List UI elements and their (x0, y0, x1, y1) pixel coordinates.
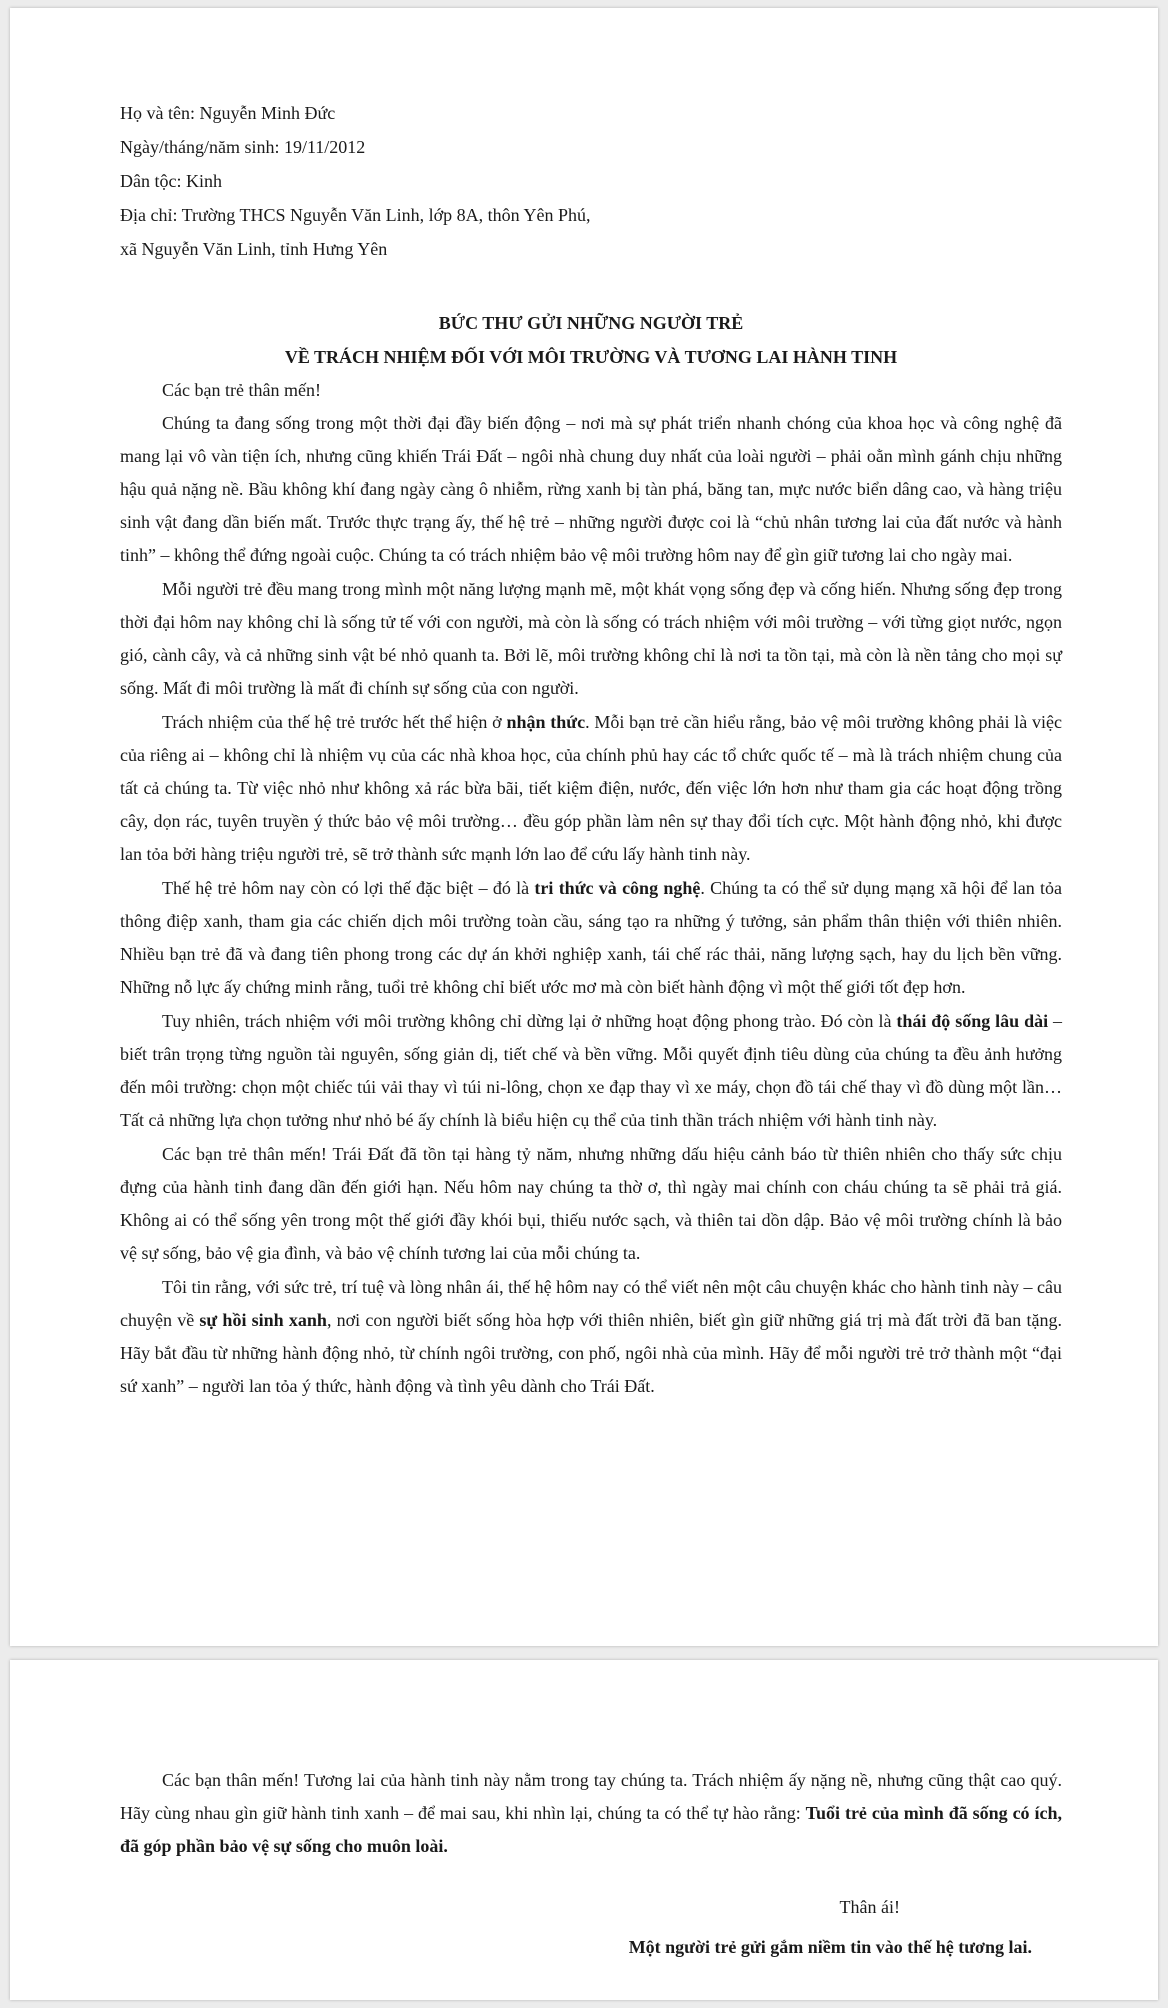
title-line-2: VỀ TRÁCH NHIỆM ĐỐI VỚI MÔI TRƯỜNG VÀ TƯƠNG LAI HÀNH TINH (284, 347, 898, 367)
letter-page-2 (10, 1660, 1158, 2000)
sender-address-line1: Địa chỉ: Trường THCS Nguyễn Văn Linh, lớp 8A, thôn Yên Phú, (120, 205, 591, 225)
paragraph-5-emphasis: thái độ sống lâu dài (896, 1011, 1049, 1031)
paragraph-1: Chúng ta đang sống trong một thời đại đầy biến động – nơi mà sự phát triển nhanh chóng của khoa học và công nghệ đã mang lại vô vàn tiện ích, nhưng cũng khiến Trái Đất – ngôi nhà chung duy nhất của loài người – phải oằn mình gánh chịu những hậu quả nặng nề. Bầu không khí đang ngày càng ô nhiễm, rừng xanh bị tàn phá, băng tan, mực nước biển dâng cao, và hàng triệu sinh vật đang dần biến mất. Trước thực trạng ấy, thế hệ trẻ – những người được coi là “chủ nhân tương lai của đất nước và hành tinh” – không thể đứng ngoài cuộc. Chúng ta có trách nhiệm bảo vệ môi trường hôm nay để gìn giữ tương lai cho ngày mai. (120, 413, 1062, 565)
paragraph-7-text-c: , nơi con người biết sống hòa hợp với thiên nhiên, biết gìn giữ những giá trị mà đất trời đã ban tặng. Hãy bắt đầu từ những hành động nhỏ, từ chính ngôi trường, con phố, ngôi nhà của mình. Hãy để mỗi người trẻ trở thành một “đại sứ xanh” – người lan tỏa ý thức, hành động và tình yêu dành cho Trái Đất. (120, 1310, 1062, 1396)
sender-name: Họ và tên: Nguyễn Minh Đức (120, 103, 336, 123)
paragraph-3-emphasis: nhận thức (506, 712, 586, 732)
paragraph-8 (120, 1764, 1062, 1863)
paragraph-4-text-a: Thế hệ trẻ hôm nay còn có lợi thế đặc biệt – đó là (162, 878, 535, 898)
paragraph-8-text-a: Các bạn thân mến! Tương lai của hành tinh này nằm trong tay chúng ta. Trách nhiệm ấy nặng nề, nhưng cũng thật cao quý. Hãy cùng nhau gìn giữ hành tinh xanh – để mai sau, khi nhìn lại, chúng ta có thể tự hào rằng: (120, 1770, 1062, 1823)
greeting: Các bạn trẻ thân mến! (162, 380, 321, 400)
paragraph-3-text-c: . Mỗi bạn trẻ cần hiểu rằng, bảo vệ môi trường không phải là việc của riêng ai – không chỉ là nhiệm vụ của các nhà khoa học, của chính phủ hay các tổ chức quốc tế – mà là trách nhiệm chung của tất cả chúng ta. Từ việc nhỏ như không xả rác bừa bãi, tiết kiệm điện, nước, đến việc lớn hơn như tham gia các hoạt động trồng cây, dọn rác, tuyên truyền ý thức bảo vệ môi trường… đều góp phần làm nên sự thay đổi tích cực. Một hành động nhỏ, khi được lan tỏa bởi hàng triệu người trẻ, sẽ trở thành sức mạnh lớn lao để cứu lấy hành tinh này. (120, 712, 1062, 864)
paragraph-5 (120, 1005, 1062, 1137)
sender-dob: Ngày/tháng/năm sinh: 19/11/2012 (120, 137, 366, 157)
sender-ethnicity: Dân tộc: Kinh (120, 171, 222, 191)
closing-line-2: Một người trẻ gửi gắm niềm tin vào thế hệ tương lai. (628, 1937, 1032, 1957)
sender-address-line2: xã Nguyễn Văn Linh, tỉnh Hưng Yên (120, 239, 388, 259)
paragraph-4-text-c: . Chúng ta có thể sử dụng mạng xã hội để lan tỏa thông điệp xanh, tham gia các chiến dịch môi trường toàn cầu, sáng tạo ra những ý tưởng, sản phẩm thân thiện với thiên nhiên. Nhiều bạn trẻ đã và đang tiên phong trong các dự án khởi nghiệp xanh, tái chế rác thải, năng lượng sạch, hay du lịch bền vững. Những nỗ lực ấy chứng minh rằng, tuổi trẻ không chỉ biết ước mơ mà còn biết hành động vì một thế giới tốt đẹp hơn. (120, 878, 1063, 997)
paragraph-3 (120, 706, 1062, 871)
paragraph-7-emphasis: sự hồi sinh xanh (199, 1310, 327, 1330)
paragraph-8-emphasis: Tuổi trẻ của mình đã sống có ích, đã góp phần bảo vệ sự sống cho muôn loài. (120, 1803, 1062, 1856)
letter-title (120, 306, 1062, 374)
paragraph-5-text-c: – biết trân trọng từng nguồn tài nguyên, sống giản dị, tiết chế và bền vững. Mỗi quyết định tiêu dùng của chúng ta đều ảnh hưởng đến môi trường: chọn một chiếc túi vải thay vì túi ni-lông, chọn xe đạp thay vì xe máy, chọn đồ tái chế thay vì đồ dùng một lần… Tất cả những lựa chọn tưởng như nhỏ bé ấy chính là biểu hiện cụ thể của tinh thần trách nhiệm với hành tinh này. (120, 1011, 1063, 1130)
paragraph-5-text-a: Tuy nhiên, trách nhiệm với môi trường không chỉ dừng lại ở những hoạt động phong trào. Đó còn là (162, 1011, 897, 1031)
paragraph-6: Các bạn trẻ thân mến! Trái Đất đã tồn tại hàng tỷ năm, nhưng những dấu hiệu cảnh báo từ thiên nhiên cho thấy sức chịu đựng của hành tinh đang dần đến giới hạn. Nếu hôm nay chúng ta thờ ơ, thì ngày mai chính con cháu chúng ta sẽ phải trả giá. Không ai có thể sống yên trong một thế giới đầy khói bụi, thiếu nước sạch, và thiên tai dồn dập. Bảo vệ môi trường chính là bảo vệ sự sống, bảo vệ gia đình, và bảo vệ chính tương lai của mỗi chúng ta. (120, 1144, 1062, 1263)
paragraph-7-text-a: Tôi tin rằng, với sức trẻ, trí tuệ và lòng nhân ái, thế hệ hôm nay có thể viết nên một câu chuyện khác cho hành tinh này – câu chuyện về (120, 1277, 1062, 1330)
title-line-1: BỨC THƯ GỬI NHỮNG NGƯỜI TRẺ (438, 313, 744, 333)
paragraph-4-emphasis: tri thức và công nghệ (534, 878, 701, 898)
paragraph-7 (120, 1271, 1062, 1403)
letter-page-1 (10, 8, 1158, 1646)
paragraph-2: Mỗi người trẻ đều mang trong mình một năng lượng mạnh mẽ, một khát vọng sống đẹp và cống hiến. Nhưng sống đẹp trong thời đại hôm nay không chỉ là sống tử tế với con người, mà còn là sống có trách nhiệm với môi trường – với từng giọt nước, ngọn gió, cành cây, và cả những sinh vật bé nhỏ quanh ta. Bởi lẽ, môi trường không chỉ là nơi ta tồn tại, mà còn là nền tảng cho mọi sự sống. Mất đi môi trường là mất đi chính sự sống của con người. (120, 579, 1062, 698)
sender-info (120, 96, 1062, 266)
paragraph-4 (120, 872, 1062, 1004)
closing-line-1: Thân ái! (839, 1897, 900, 1917)
paragraph-3-text-a: Trách nhiệm của thế hệ trẻ trước hết thể hiện ở (162, 712, 507, 732)
